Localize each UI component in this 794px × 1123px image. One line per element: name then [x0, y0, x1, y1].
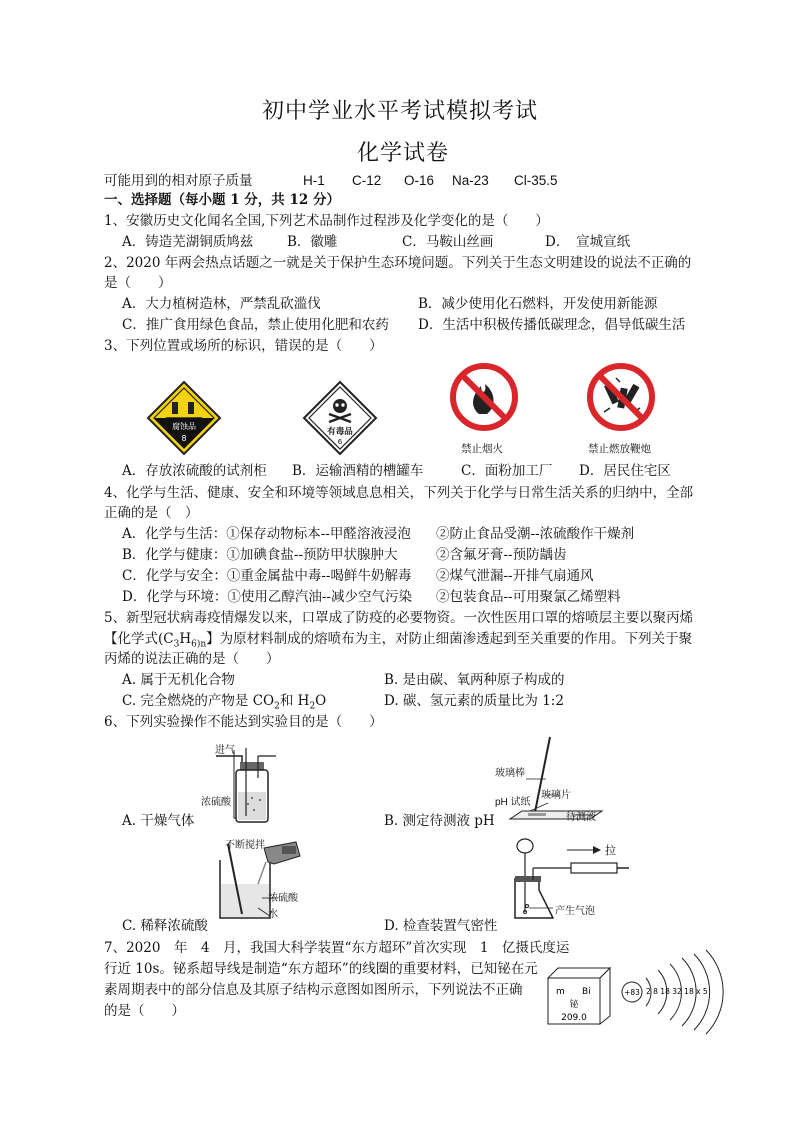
q4-option-b-part2: ②含氟牙膏--预防龋齿	[436, 547, 567, 563]
fig-a-liquid-label: 浓硫酸	[201, 797, 231, 808]
q4-option-c-part2: ②煤气泄漏--开排气扇通风	[436, 568, 594, 584]
q4-option-b-part1: B．化学与健康：①加碘食盐--预防甲状腺肿大	[122, 547, 398, 563]
toxic-sign-number: 6	[337, 438, 343, 446]
atomic-mass-o: O-16	[404, 173, 435, 188]
q6-stem: 6、下列实验操作不能达到实验目的是（ ）	[104, 714, 383, 730]
q5-formula-h: H	[179, 631, 192, 647]
q5-line1: 5、新型冠状病毒疫情爆发以来，口罩成了防疫的必要物资。一次性医用口罩的熔喷层主要以聚丙烯	[104, 610, 694, 626]
q6-option-a: A. 干燥气体	[122, 813, 195, 829]
atomic-mass-c: C-12	[352, 173, 382, 188]
atom-electron-shells: 2 8 18 32 18 x 5	[646, 987, 708, 996]
q4-option-a-part2: ②防止食品受潮--浓硫酸作干燥剂	[436, 526, 635, 542]
q7-line1: 7、2020 年 4 月，我国大科学装置“东方超环”首次实现 1 亿摄氏度运	[104, 940, 570, 956]
corrosive-sign-number: 8	[181, 434, 187, 443]
atomic-mass-na: Na-23	[452, 173, 489, 188]
atomic-mass-h: H-1	[303, 173, 325, 188]
no-fire-sign-icon	[449, 362, 519, 432]
q1-option-c: C．马鞍山丝画	[402, 234, 494, 250]
ph-test-diagram	[490, 735, 620, 827]
atomic-mass-cl: Cl-35.5	[514, 173, 558, 188]
q3-option-a: A．存放浓硫酸的试剂柜	[122, 463, 267, 479]
toxic-sign-icon	[302, 380, 378, 456]
fig-d-pull-label: 拉	[605, 845, 616, 857]
q5-option-c-sub1: 2	[274, 701, 280, 712]
no-firecracker-sign-icon	[586, 362, 656, 432]
element-mass: 209.0	[561, 1013, 587, 1023]
q2-stem-line2: 是（ ）	[104, 275, 172, 291]
q5-formula-sub2: 6	[191, 639, 197, 650]
q5-formula-sub1: 3	[173, 639, 180, 650]
atomic-mass-label: 可能用到的相对原子质量	[104, 173, 253, 189]
fig-a-inlet-label: 进气	[215, 745, 235, 756]
q6-option-b: B. 测定待测液 pH	[384, 813, 495, 829]
section-title: 一、选择题（每小题 1 分，共 12 分）	[104, 192, 340, 208]
fig-d-bubbles-label: 产生气泡	[555, 906, 595, 917]
exam-subtitle: 化学试卷	[357, 141, 450, 166]
atom-nucleus-charge: +83	[624, 988, 640, 997]
q6-option-d: D. 检查装置气密性	[384, 918, 498, 934]
q5-line2-post: 】为原材料制成的熔喷布为主，对防止细菌渗透起到至关重要的作用。下列关于聚	[206, 631, 693, 647]
bismuth-element-cell	[542, 966, 614, 1026]
q1-option-d: D． 宣城宣纸	[545, 234, 631, 250]
q4-option-a-part1: A．化学与生活：①保存动物标本--甲醛溶液浸泡	[122, 526, 411, 542]
q5-option-a: A. 属于无机化合物	[122, 672, 235, 688]
q5-option-d: D. 碳、氢元素的质量比为 1:2	[384, 693, 564, 709]
bismuth-atom-structure-diagram	[618, 948, 734, 1036]
q5-option-c-pre: C. 完全燃烧的产物是 CO	[122, 693, 275, 709]
q7-line3: 素周期表中的部分信息及其原子结构示意图如图所示，下列说法不正确	[104, 982, 523, 998]
q4-stem-line1: 4、化学与生活、健康、安全和环境等领域息息相关，下列关于化学与日常生活关系的归纳中，全部	[104, 485, 694, 501]
q7-line2: 行近 10s。铋系超导线是制造“东方超环”的线圈的重要材料，已知铋在元	[104, 961, 538, 977]
q2-option-b: B．减少使用化石燃料，开发使用新能源	[418, 296, 658, 312]
corrosive-sign-label: 腐蚀品	[172, 422, 196, 431]
no-firecracker-caption: 禁止燃放鞭炮	[588, 443, 651, 455]
q5-option-c-post: O	[315, 693, 327, 709]
q5-option-c-sub2: 2	[309, 701, 316, 712]
q1-option-a: A．铸造芜湖铜质鸠兹	[122, 234, 254, 250]
q3-stem: 3、下列位置或场所的标识，错误的是（ ）	[104, 338, 383, 354]
q2-option-a: A．大力植树造林，严禁乱砍滥伐	[122, 296, 321, 312]
q4-option-d-part1: D．化学与环境：①使用乙醇汽油--减少空气污染	[122, 589, 412, 605]
q5-formula-pre: 【化学式(C	[104, 631, 174, 647]
q4-stem-line2: 正确的是（ ）	[104, 505, 199, 521]
element-symbol: Bi	[582, 987, 591, 997]
q3-option-b: B．运输酒精的槽罐车	[292, 463, 424, 479]
corrosive-sign-icon	[146, 380, 222, 456]
toxic-sign-label: 有毒品	[327, 427, 353, 437]
fig-c-acid-label: 浓硫酸	[268, 893, 298, 904]
q2-option-c: C．推广食用绿色食品，禁止使用化肥和农药	[122, 317, 389, 333]
no-fire-caption: 禁止烟火	[461, 443, 503, 455]
fig-b-solution-label: 待测液	[566, 812, 596, 823]
element-m-label: m	[556, 987, 565, 997]
exam-title: 初中学业水平考试模拟考试	[262, 99, 539, 124]
fig-c-stir-label: 不断搅拌	[225, 840, 265, 851]
q5-formula-sub3: )n	[196, 639, 207, 650]
q5-line3: 丙烯的说法正确的是（ ）	[104, 651, 280, 667]
fig-b-rod-label: 玻璃棒	[495, 768, 525, 779]
fig-b-paper-label: pH 试纸	[495, 797, 531, 808]
q4-option-d-part2: ②包装食品--可用聚氯乙烯塑料	[436, 589, 621, 605]
q1-option-b: B．徽雕	[287, 234, 338, 250]
q5-option-b: B. 是由碳、氧两种原子构成的	[384, 672, 565, 688]
fig-b-plate-label: 玻璃片	[541, 790, 571, 801]
q5-option-c-mid: 和 H	[279, 693, 310, 709]
q7-line4: 的是（ ）	[104, 1003, 185, 1019]
q4-option-c-part1: C．化学与安全：①重金属盐中毒--喝鲜牛奶解毒	[122, 568, 412, 584]
q2-stem-line1: 2、2020 年两会热点话题之一就是关于保护生态环境问题。下列关于生态文明建设的说法不正确的	[104, 255, 692, 271]
element-name: 铋	[569, 1000, 579, 1010]
q3-option-c: C．面粉加工厂	[461, 463, 553, 479]
q1-stem: 1、安徽历史文化闻名全国,下列艺术品制作过程涉及化学变化的是（ ）	[104, 213, 549, 229]
q6-option-c: C. 稀释浓硫酸	[122, 918, 208, 934]
q3-option-d: D．居民住宅区	[579, 463, 671, 479]
q2-option-d: D．生活中积极传播低碳理念，倡导低碳生活	[418, 317, 686, 333]
fig-c-water-label: 水	[268, 909, 278, 920]
